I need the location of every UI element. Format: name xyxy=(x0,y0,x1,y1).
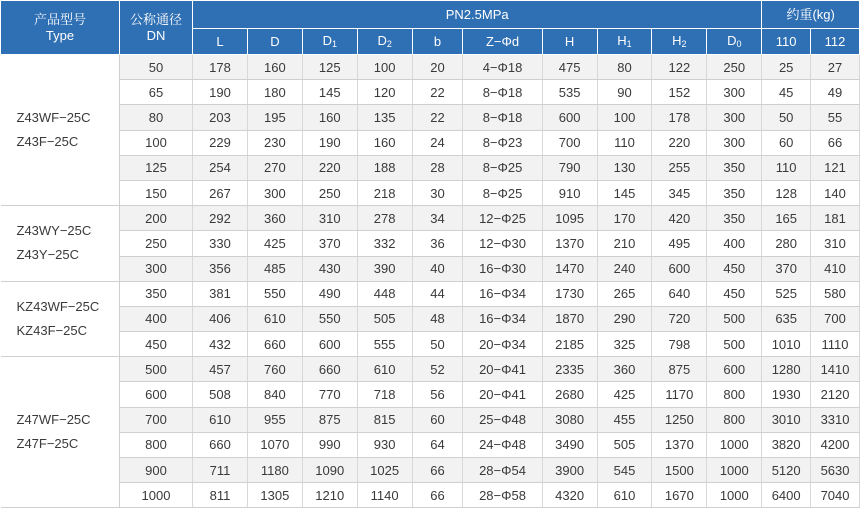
value-cell: 410 xyxy=(811,256,860,281)
header-dn-cn: 公称通径 xyxy=(129,11,182,27)
value-cell: 265 xyxy=(597,281,652,306)
value-cell: 485 xyxy=(247,256,302,281)
table-row xyxy=(1,231,860,256)
value-cell: 5630 xyxy=(811,458,860,483)
header-type-en: Type xyxy=(45,27,75,43)
value-cell: 875 xyxy=(302,407,357,432)
value-cell: 495 xyxy=(652,231,707,256)
value-cell: 448 xyxy=(357,281,412,306)
header-weight: 约重(kg) xyxy=(762,1,860,29)
value-cell: 24 xyxy=(412,130,463,155)
header-col-w110: 110 xyxy=(762,29,811,55)
value-cell: 145 xyxy=(597,180,652,205)
value-cell: 2335 xyxy=(542,357,597,382)
value-cell: 500 xyxy=(707,332,762,357)
value-cell: 1410 xyxy=(811,357,860,382)
table-body xyxy=(1,55,860,508)
value-cell: 700 xyxy=(542,130,597,155)
table-row xyxy=(1,256,860,281)
value-cell: 1210 xyxy=(302,483,357,508)
value-cell: 22 xyxy=(412,105,463,130)
value-cell: 1930 xyxy=(762,382,811,407)
value-cell: 910 xyxy=(542,180,597,205)
value-cell: 325 xyxy=(597,332,652,357)
product-type-line2: KZ43F−25C xyxy=(16,322,87,338)
value-cell: 60 xyxy=(412,407,463,432)
value-cell: 811 xyxy=(193,483,248,508)
value-cell: 110 xyxy=(597,130,652,155)
product-type-group xyxy=(1,55,120,206)
value-cell: 130 xyxy=(597,155,652,180)
value-cell: 1370 xyxy=(652,432,707,457)
dn-cell: 700 xyxy=(119,407,192,432)
value-cell: 278 xyxy=(357,206,412,231)
value-cell: 3490 xyxy=(542,432,597,457)
header-col-h1-sub: 1 xyxy=(626,39,632,49)
value-cell: 332 xyxy=(357,231,412,256)
value-cell: 110 xyxy=(762,155,811,180)
value-cell: 50 xyxy=(762,105,811,130)
value-cell: 345 xyxy=(652,180,707,205)
value-cell: 128 xyxy=(762,180,811,205)
value-cell: 505 xyxy=(597,432,652,457)
value-cell: 300 xyxy=(247,180,302,205)
value-cell: 1000 xyxy=(707,432,762,457)
value-cell: 27 xyxy=(811,55,860,80)
value-cell: 8−Φ25 xyxy=(463,155,542,180)
header-col-zphi: Z−Φd xyxy=(463,29,542,55)
value-cell: 508 xyxy=(193,382,248,407)
value-cell: 1070 xyxy=(247,432,302,457)
value-cell: 8−Φ18 xyxy=(463,80,542,105)
header-col-d0-sub: 0 xyxy=(736,39,742,49)
value-cell: 406 xyxy=(193,306,248,331)
value-cell: 120 xyxy=(357,80,412,105)
value-cell: 20−Φ34 xyxy=(463,332,542,357)
value-cell: 190 xyxy=(193,80,248,105)
value-cell: 350 xyxy=(707,206,762,231)
value-cell: 66 xyxy=(412,458,463,483)
value-cell: 400 xyxy=(707,231,762,256)
value-cell: 798 xyxy=(652,332,707,357)
value-cell: 1025 xyxy=(357,458,412,483)
value-cell: 240 xyxy=(597,256,652,281)
value-cell: 28 xyxy=(412,155,463,180)
value-cell: 140 xyxy=(811,180,860,205)
value-cell: 930 xyxy=(357,432,412,457)
table-row xyxy=(1,155,860,180)
value-cell: 555 xyxy=(357,332,412,357)
table-row xyxy=(1,206,860,231)
value-cell: 188 xyxy=(357,155,412,180)
value-cell: 16−Φ34 xyxy=(463,306,542,331)
value-cell: 955 xyxy=(247,407,302,432)
value-cell: 310 xyxy=(302,206,357,231)
table-row xyxy=(1,407,860,432)
product-type-line1: Z43WY−25C xyxy=(16,223,92,239)
table-row xyxy=(1,458,860,483)
value-cell: 100 xyxy=(357,55,412,80)
value-cell: 25 xyxy=(762,55,811,80)
value-cell: 55 xyxy=(811,105,860,130)
value-cell: 1170 xyxy=(652,382,707,407)
header-col-h2-base: H xyxy=(672,33,682,48)
dn-cell: 125 xyxy=(119,155,192,180)
value-cell: 457 xyxy=(193,357,248,382)
value-cell: 66 xyxy=(811,130,860,155)
value-cell: 3010 xyxy=(762,407,811,432)
value-cell: 28−Φ54 xyxy=(463,458,542,483)
header-col-d2-sub: 2 xyxy=(386,39,392,49)
table-row xyxy=(1,332,860,357)
value-cell: 145 xyxy=(302,80,357,105)
value-cell: 152 xyxy=(652,80,707,105)
value-cell: 660 xyxy=(302,357,357,382)
dn-cell: 65 xyxy=(119,80,192,105)
value-cell: 430 xyxy=(302,256,357,281)
value-cell: 545 xyxy=(597,458,652,483)
value-cell: 300 xyxy=(707,130,762,155)
value-cell: 40 xyxy=(412,256,463,281)
table-row xyxy=(1,483,860,508)
value-cell: 178 xyxy=(193,55,248,80)
value-cell: 16−Φ30 xyxy=(463,256,542,281)
value-cell: 330 xyxy=(193,231,248,256)
value-cell: 45 xyxy=(762,80,811,105)
value-cell: 990 xyxy=(302,432,357,457)
value-cell: 660 xyxy=(193,432,248,457)
value-cell: 28−Φ58 xyxy=(463,483,542,508)
dn-cell: 400 xyxy=(119,306,192,331)
value-cell: 1305 xyxy=(247,483,302,508)
header-col-d1-sub: 1 xyxy=(331,39,337,49)
value-cell: 711 xyxy=(193,458,248,483)
value-cell: 3900 xyxy=(542,458,597,483)
value-cell: 300 xyxy=(707,105,762,130)
value-cell: 250 xyxy=(302,180,357,205)
value-cell: 1090 xyxy=(302,458,357,483)
dn-cell: 600 xyxy=(119,382,192,407)
value-cell: 370 xyxy=(302,231,357,256)
value-cell: 20−Φ41 xyxy=(463,357,542,382)
value-cell: 550 xyxy=(247,281,302,306)
value-cell: 800 xyxy=(707,382,762,407)
value-cell: 12−Φ25 xyxy=(463,206,542,231)
value-cell: 36 xyxy=(412,231,463,256)
product-type-line2: Z43F−25C xyxy=(16,134,79,150)
value-cell: 292 xyxy=(193,206,248,231)
value-cell: 1870 xyxy=(542,306,597,331)
value-cell: 1180 xyxy=(247,458,302,483)
value-cell: 2120 xyxy=(811,382,860,407)
value-cell: 390 xyxy=(357,256,412,281)
value-cell: 220 xyxy=(302,155,357,180)
dn-cell: 100 xyxy=(119,130,192,155)
value-cell: 420 xyxy=(652,206,707,231)
value-cell: 24−Φ48 xyxy=(463,432,542,457)
value-cell: 52 xyxy=(412,357,463,382)
dn-cell: 150 xyxy=(119,180,192,205)
header-col-d: D xyxy=(247,29,302,55)
value-cell: 160 xyxy=(302,105,357,130)
value-cell: 600 xyxy=(652,256,707,281)
header-col-h2-sub: 2 xyxy=(681,39,687,49)
value-cell: 455 xyxy=(597,407,652,432)
value-cell: 700 xyxy=(811,306,860,331)
table-row xyxy=(1,432,860,457)
value-cell: 1140 xyxy=(357,483,412,508)
value-cell: 8−Φ18 xyxy=(463,105,542,130)
value-cell: 2680 xyxy=(542,382,597,407)
header-col-h1 xyxy=(597,29,652,55)
value-cell: 475 xyxy=(542,55,597,80)
value-cell: 180 xyxy=(247,80,302,105)
value-cell: 800 xyxy=(707,407,762,432)
value-cell: 44 xyxy=(412,281,463,306)
value-cell: 34 xyxy=(412,206,463,231)
product-type-line1: Z47WF−25C xyxy=(16,412,91,428)
product-type-line2: Z43Y−25C xyxy=(16,247,80,263)
header-col-d0-base: D xyxy=(727,33,737,48)
value-cell: 66 xyxy=(412,483,463,508)
value-cell: 218 xyxy=(357,180,412,205)
value-cell: 425 xyxy=(597,382,652,407)
dn-cell: 350 xyxy=(119,281,192,306)
header-col-l: L xyxy=(193,29,248,55)
value-cell: 16−Φ34 xyxy=(463,281,542,306)
value-cell: 450 xyxy=(707,256,762,281)
value-cell: 8−Φ25 xyxy=(463,180,542,205)
value-cell: 360 xyxy=(597,357,652,382)
value-cell: 1110 xyxy=(811,332,860,357)
value-cell: 720 xyxy=(652,306,707,331)
dn-cell: 200 xyxy=(119,206,192,231)
header-dn-en: DN xyxy=(146,27,166,43)
value-cell: 3820 xyxy=(762,432,811,457)
value-cell: 12−Φ30 xyxy=(463,231,542,256)
value-cell: 181 xyxy=(811,206,860,231)
value-cell: 135 xyxy=(357,105,412,130)
value-cell: 254 xyxy=(193,155,248,180)
value-cell: 310 xyxy=(811,231,860,256)
value-cell: 350 xyxy=(707,155,762,180)
table-row xyxy=(1,306,860,331)
value-cell: 1500 xyxy=(652,458,707,483)
value-cell: 48 xyxy=(412,306,463,331)
product-type-group xyxy=(1,281,120,357)
value-cell: 80 xyxy=(597,55,652,80)
dn-cell: 900 xyxy=(119,458,192,483)
header-col-d0 xyxy=(707,29,762,55)
value-cell: 165 xyxy=(762,206,811,231)
value-cell: 3310 xyxy=(811,407,860,432)
table-row xyxy=(1,130,860,155)
value-cell: 580 xyxy=(811,281,860,306)
value-cell: 30 xyxy=(412,180,463,205)
header-dn xyxy=(119,1,192,55)
value-cell: 432 xyxy=(193,332,248,357)
value-cell: 640 xyxy=(652,281,707,306)
header-col-d2 xyxy=(357,29,412,55)
value-cell: 1470 xyxy=(542,256,597,281)
table-row xyxy=(1,180,860,205)
dn-cell: 800 xyxy=(119,432,192,457)
value-cell: 4200 xyxy=(811,432,860,457)
value-cell: 300 xyxy=(707,80,762,105)
header-type xyxy=(1,1,120,55)
value-cell: 255 xyxy=(652,155,707,180)
product-type-line1: Z43WF−25C xyxy=(16,110,91,126)
value-cell: 6400 xyxy=(762,483,811,508)
value-cell: 600 xyxy=(707,357,762,382)
value-cell: 160 xyxy=(357,130,412,155)
value-cell: 1730 xyxy=(542,281,597,306)
dn-cell: 1000 xyxy=(119,483,192,508)
value-cell: 1250 xyxy=(652,407,707,432)
value-cell: 4320 xyxy=(542,483,597,508)
dn-cell: 500 xyxy=(119,357,192,382)
dn-cell: 300 xyxy=(119,256,192,281)
header-pressure: PN2.5MPa xyxy=(193,1,762,29)
value-cell: 490 xyxy=(302,281,357,306)
value-cell: 122 xyxy=(652,55,707,80)
value-cell: 100 xyxy=(597,105,652,130)
value-cell: 49 xyxy=(811,80,860,105)
value-cell: 635 xyxy=(762,306,811,331)
value-cell: 610 xyxy=(193,407,248,432)
value-cell: 550 xyxy=(302,306,357,331)
value-cell: 1280 xyxy=(762,357,811,382)
table-row xyxy=(1,382,860,407)
table-row xyxy=(1,55,860,80)
value-cell: 8−Φ23 xyxy=(463,130,542,155)
table-row xyxy=(1,357,860,382)
value-cell: 1010 xyxy=(762,332,811,357)
dn-cell: 80 xyxy=(119,105,192,130)
value-cell: 1670 xyxy=(652,483,707,508)
table-row xyxy=(1,80,860,105)
value-cell: 610 xyxy=(357,357,412,382)
header-col-d1-base: D xyxy=(322,33,332,48)
value-cell: 160 xyxy=(247,55,302,80)
value-cell: 250 xyxy=(707,55,762,80)
value-cell: 280 xyxy=(762,231,811,256)
value-cell: 500 xyxy=(707,306,762,331)
header-col-h2 xyxy=(652,29,707,55)
value-cell: 20−Φ41 xyxy=(463,382,542,407)
value-cell: 50 xyxy=(412,332,463,357)
value-cell: 660 xyxy=(247,332,302,357)
value-cell: 450 xyxy=(707,281,762,306)
value-cell: 121 xyxy=(811,155,860,180)
header-col-d2-base: D xyxy=(377,33,387,48)
value-cell: 2185 xyxy=(542,332,597,357)
value-cell: 56 xyxy=(412,382,463,407)
value-cell: 267 xyxy=(193,180,248,205)
value-cell: 229 xyxy=(193,130,248,155)
product-type-line2: Z47F−25C xyxy=(16,436,79,452)
value-cell: 610 xyxy=(597,483,652,508)
value-cell: 210 xyxy=(597,231,652,256)
value-cell: 4−Φ18 xyxy=(463,55,542,80)
value-cell: 815 xyxy=(357,407,412,432)
value-cell: 875 xyxy=(652,357,707,382)
header-col-d1 xyxy=(302,29,357,55)
value-cell: 1095 xyxy=(542,206,597,231)
value-cell: 356 xyxy=(193,256,248,281)
value-cell: 360 xyxy=(247,206,302,231)
value-cell: 425 xyxy=(247,231,302,256)
value-cell: 60 xyxy=(762,130,811,155)
header-col-h: H xyxy=(542,29,597,55)
value-cell: 3080 xyxy=(542,407,597,432)
value-cell: 22 xyxy=(412,80,463,105)
value-cell: 1370 xyxy=(542,231,597,256)
value-cell: 381 xyxy=(193,281,248,306)
value-cell: 525 xyxy=(762,281,811,306)
product-type-line1: KZ43WF−25C xyxy=(16,298,100,314)
product-type-group xyxy=(1,357,120,508)
value-cell: 1000 xyxy=(707,458,762,483)
value-cell: 195 xyxy=(247,105,302,130)
value-cell: 220 xyxy=(652,130,707,155)
dn-cell: 50 xyxy=(119,55,192,80)
value-cell: 610 xyxy=(247,306,302,331)
value-cell: 7040 xyxy=(811,483,860,508)
value-cell: 840 xyxy=(247,382,302,407)
value-cell: 190 xyxy=(302,130,357,155)
value-cell: 64 xyxy=(412,432,463,457)
value-cell: 370 xyxy=(762,256,811,281)
value-cell: 170 xyxy=(597,206,652,231)
value-cell: 760 xyxy=(247,357,302,382)
value-cell: 535 xyxy=(542,80,597,105)
value-cell: 5120 xyxy=(762,458,811,483)
value-cell: 790 xyxy=(542,155,597,180)
header-col-b: b xyxy=(412,29,463,55)
header-col-w112: 112 xyxy=(811,29,860,55)
table-row xyxy=(1,105,860,130)
value-cell: 203 xyxy=(193,105,248,130)
value-cell: 90 xyxy=(597,80,652,105)
product-type-group xyxy=(1,206,120,282)
value-cell: 270 xyxy=(247,155,302,180)
value-cell: 600 xyxy=(302,332,357,357)
value-cell: 20 xyxy=(412,55,463,80)
value-cell: 350 xyxy=(707,180,762,205)
value-cell: 718 xyxy=(357,382,412,407)
value-cell: 505 xyxy=(357,306,412,331)
header-col-h1-base: H xyxy=(617,33,627,48)
header-type-cn: 产品型号 xyxy=(33,11,86,27)
value-cell: 770 xyxy=(302,382,357,407)
value-cell: 1000 xyxy=(707,483,762,508)
value-cell: 230 xyxy=(247,130,302,155)
value-cell: 178 xyxy=(652,105,707,130)
value-cell: 600 xyxy=(542,105,597,130)
value-cell: 290 xyxy=(597,306,652,331)
dn-cell: 250 xyxy=(119,231,192,256)
value-cell: 125 xyxy=(302,55,357,80)
value-cell: 25−Φ48 xyxy=(463,407,542,432)
table-row xyxy=(1,281,860,306)
dn-cell: 450 xyxy=(119,332,192,357)
